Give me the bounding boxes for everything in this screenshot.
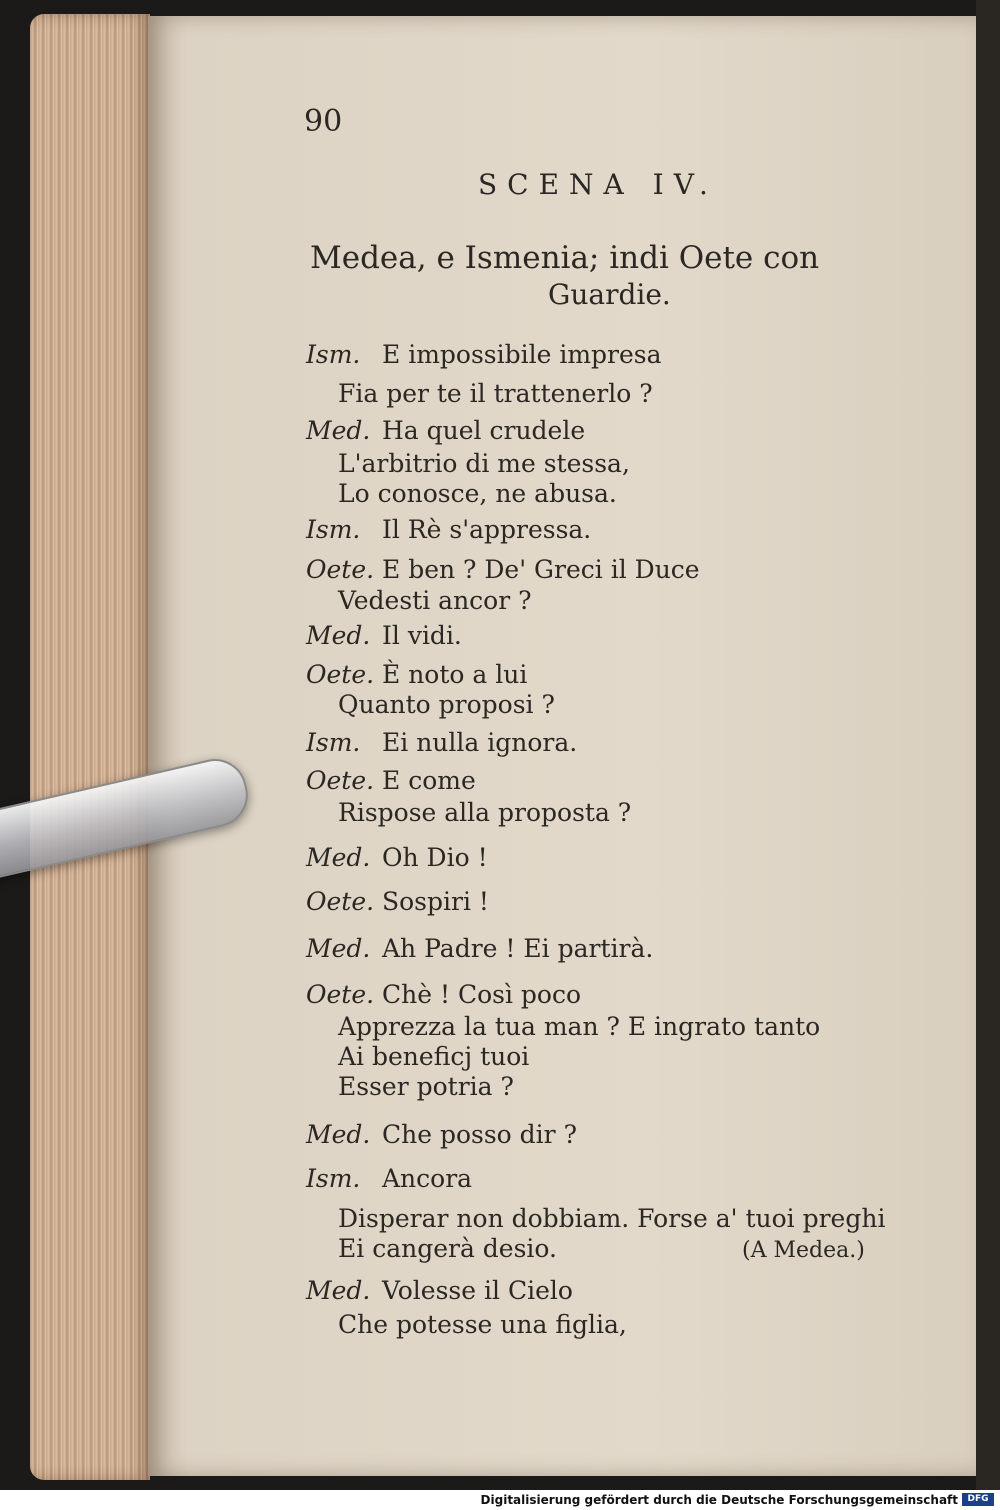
line-text: Sospiri !	[382, 887, 489, 916]
dialogue-line	[306, 1164, 472, 1193]
speaker: Ism.	[306, 515, 361, 544]
line-text: Oh Dio !	[382, 843, 488, 872]
continuation-line: Esser potria ?	[338, 1072, 514, 1101]
line-text: Ah Padre ! Ei partirà.	[382, 934, 654, 963]
speaker: Ism.	[306, 1164, 361, 1193]
line-text: E ben ? De' Greci il Duce	[382, 555, 700, 584]
speaker: Med.	[306, 843, 371, 872]
line-text: È noto a lui	[382, 660, 528, 689]
continuation-line: Apprezza la tua man ? E ingrato tanto	[338, 1012, 821, 1041]
speaker: Med.	[306, 1276, 371, 1305]
dialogue-line	[306, 1276, 573, 1305]
continuation-line: Lo conosce, ne abusa.	[338, 479, 617, 508]
dialogue-line	[306, 660, 527, 689]
line-text: Ancora	[382, 1164, 473, 1193]
dialogue-line	[306, 555, 700, 584]
speaker: Med.	[306, 621, 371, 650]
dialogue-line	[306, 728, 577, 757]
stage-direction: (A Medea.)	[742, 1238, 865, 1263]
dfg-logo-icon: DFG	[962, 1493, 994, 1506]
dialogue-line	[306, 766, 476, 795]
footer-bar	[0, 1490, 1000, 1510]
cast-line-1: Medea, e Ismenia; indi Oete con	[310, 240, 820, 276]
dialogue-line	[306, 887, 489, 916]
dialogue-line	[306, 621, 462, 650]
speaker: Oete.	[306, 766, 375, 795]
dialogue-line	[306, 934, 653, 963]
continuation-line: Che potesse una figlia,	[338, 1310, 627, 1339]
dialogue-line	[306, 515, 591, 544]
dialogue-line	[306, 980, 581, 1009]
dialogue-line	[306, 416, 585, 445]
line-text: E come	[382, 766, 476, 795]
speaker: Oete.	[306, 980, 375, 1009]
line-text: Ha quel crudele	[382, 416, 586, 445]
continuation-line: Rispose alla proposta ?	[338, 798, 632, 827]
page-number: 90	[304, 104, 343, 139]
cast-line-2: Guardie.	[548, 278, 671, 311]
page-edges	[30, 14, 150, 1480]
continuation-line: Quanto proposi ?	[338, 690, 555, 719]
speaker: Ism.	[306, 728, 361, 757]
speaker: Ism.	[306, 340, 361, 369]
line-text: E impossibile impresa	[382, 340, 662, 369]
speaker: Oete.	[306, 555, 375, 584]
continuation-line: Vedesti ancor ?	[338, 586, 532, 615]
continuation-line: Disperar non dobbiam. Forse a' tuoi preghi	[338, 1204, 886, 1233]
speaker: Oete.	[306, 660, 375, 689]
speaker: Med.	[306, 934, 371, 963]
line-text: Volesse il Cielo	[382, 1276, 573, 1305]
dialogue-line	[306, 340, 662, 369]
speaker: Med.	[306, 416, 371, 445]
right-margin-shadow	[976, 0, 1000, 1490]
speaker: Med.	[306, 1120, 371, 1149]
dialogue-line	[306, 1120, 577, 1149]
line-text: Il vidi.	[382, 621, 462, 650]
dialogue-line	[306, 843, 488, 872]
footer-credit: Digitalisierung gefördert durch die Deutsche Forschungsgemeinschaft	[480, 1493, 958, 1507]
scene-title: SCENA IV.	[478, 168, 718, 201]
line-text: Ei nulla ignora.	[382, 728, 578, 757]
continuation-line: Ai beneficj tuoi	[338, 1042, 530, 1071]
speaker: Oete.	[306, 887, 375, 916]
line-text: Che posso dir ?	[382, 1120, 577, 1149]
line-text: Il Rè s'appressa.	[382, 515, 592, 544]
continuation-line: L'arbitrio di me stessa,	[338, 449, 630, 478]
continuation-line: Fia per te il trattenerlo ?	[338, 379, 653, 408]
line-text: Chè ! Così poco	[382, 980, 582, 1009]
continuation-line: Ei cangerà desio.	[338, 1234, 557, 1263]
